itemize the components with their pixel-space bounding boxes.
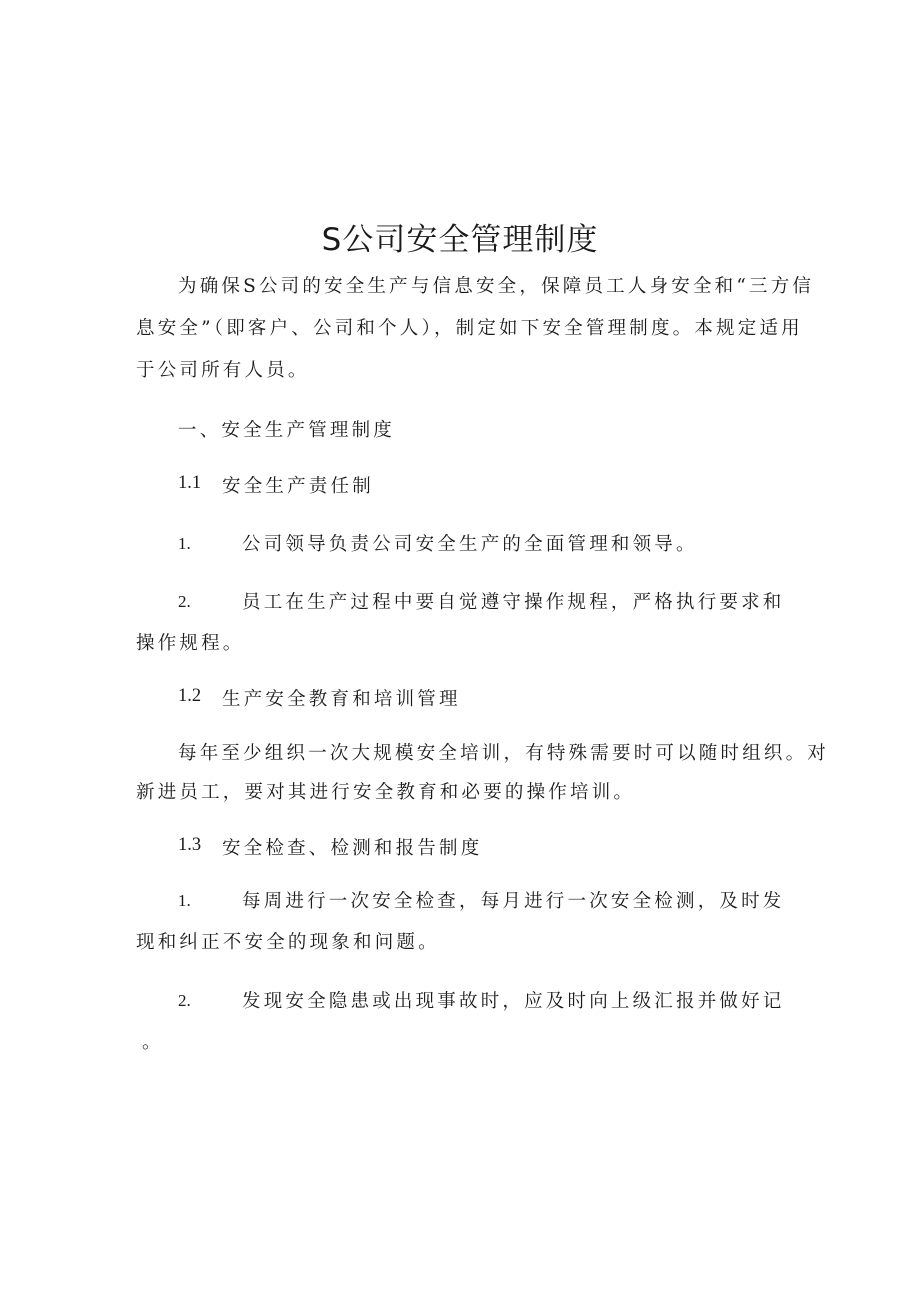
section-1-1-item-2-text: 员工在生产过程中要自觉遵守操作规程，严格执行要求和 [242,592,785,613]
section-1-1-item-2-number: 2. [178,592,191,611]
intro-line-3: 于公司所有人员。 [136,360,310,381]
section-1-2-title: 生产安全教育和培训管理 [222,689,461,710]
section-1-3-item-2-number: 2. [178,991,191,1010]
section-1-1-title: 安全生产责任制 [222,476,374,497]
section-1-1-item-1-number: 1. [178,534,191,553]
section-1-2-para-line-2: 新进员工，要对其进行安全教育和必要的操作培训。 [136,782,636,803]
part1-heading: 一、安全生产管理制度 [178,420,396,441]
section-1-3-item-1-number: 1. [178,891,191,910]
section-1-3-title: 安全检查、检测和报告制度 [222,838,483,859]
intro-line-2: 息安全”（即客户、公司和个人），制定如下安全管理制度。本规定适用 [136,318,803,339]
intro-line-1: 为确保S公司的安全生产与信息安全，保障员工人身安全和“三方信 [178,276,815,297]
section-1-3-number: 1.3 [178,835,202,855]
section-1-3-item-2-cont: 。 [142,1032,164,1053]
section-1-3-item-2-text: 发现安全隐患或出现事故时，应及时向上级汇报并做好记 [242,991,785,1012]
section-1-1-item-1-text: 公司领导负责公司安全生产的全面管理和领导。 [242,534,698,555]
section-1-1-number: 1.1 [178,473,202,493]
section-1-2-para-line-1: 每年至少组织一次大规模安全培训，有特殊需要时可以随时组织。对 [178,743,830,764]
section-1-1-item-2-cont: 操作规程。 [136,633,245,654]
section-1-2-number: 1.2 [178,686,202,706]
document-title: S公司安全管理制度 [321,222,599,258]
section-1-3-item-1-cont: 现和纠正不安全的现象和问题。 [136,932,440,953]
section-1-3-item-1-text: 每周进行一次安全检查，每月进行一次安全检测，及时发 [242,891,785,912]
